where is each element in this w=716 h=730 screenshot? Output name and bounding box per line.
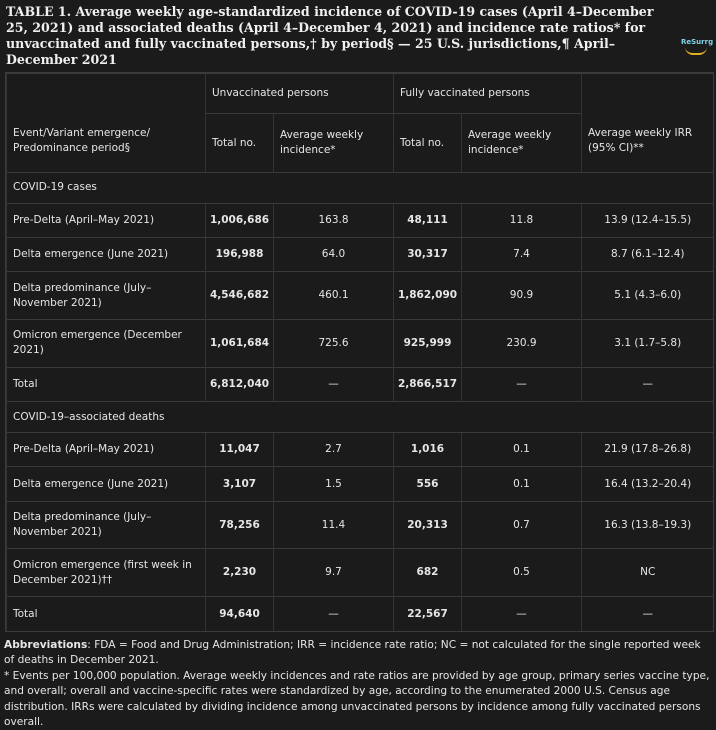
- header-incidence-vaccinated: Average weekly incidence*: [462, 114, 582, 172]
- logo-text: ReSurrg: [681, 38, 714, 46]
- unvaccinated-total-cell: 3,107: [206, 467, 274, 501]
- irr-cell: 5.1 (4.3–6.0): [582, 272, 714, 320]
- vaccinated-total-cell: 1,016: [394, 433, 462, 467]
- period-cell: Pre-Delta (April–May 2021): [7, 203, 206, 237]
- header-irr: Average weekly IRR (95% CI)**: [582, 74, 714, 173]
- vaccinated-total-cell: 20,313: [394, 501, 462, 549]
- unvaccinated-total-cell: 1,006,686: [206, 203, 274, 237]
- irr-cell: 21.9 (17.8–26.8): [582, 433, 714, 467]
- period-cell: Delta emergence (June 2021): [7, 467, 206, 501]
- irr-cell: 16.4 (13.2–20.4): [582, 467, 714, 501]
- abbreviations-label: Abbreviations: [4, 639, 88, 651]
- abbreviations-note: [4, 638, 712, 669]
- vaccinated-incidence-cell: 0.5: [462, 549, 582, 597]
- data-table-container: [5, 72, 714, 632]
- vaccinated-total-cell: 30,317: [394, 238, 462, 272]
- unvaccinated-incidence-cell: —: [274, 597, 394, 631]
- vaccinated-total-cell: 556: [394, 467, 462, 501]
- vaccinated-incidence-cell: 11.8: [462, 203, 582, 237]
- irr-cell: NC: [582, 549, 714, 597]
- incidence-note: * Events per 100,000 population. Average weekly incidences and rate ratios are provided by age group, primary series vaccine type, and overall; overall and vaccine-specific rates were standardized by age, according to the enumerated 2000 U.S. Census age distribution. IRRs were calculated by dividing incidence among unvaccinated persons by incidence among fully vaccinated persons overall.: [4, 669, 710, 729]
- table-title: TABLE 1. Average weekly age-standardized incidence of COVID-19 cases (April 4–December 25, 2021) and associated deaths (April 4–December 4, 2021) and incidence rate ratios* for unvaccinated and fully vaccinated persons,† by period§ — 25 U.S. jurisdictions,¶ April–December 2021: [6, 4, 654, 67]
- table-row: [7, 433, 714, 467]
- unvaccinated-incidence-cell: 9.7: [274, 549, 394, 597]
- table-row: [7, 597, 714, 631]
- vaccinated-incidence-cell: 7.4: [462, 238, 582, 272]
- period-cell: Omicron emergence (first week in December 2021)††: [7, 549, 206, 597]
- irr-cell: 16.3 (13.8–19.3): [582, 501, 714, 549]
- vaccinated-incidence-cell: —: [462, 597, 582, 631]
- irr-cell: 3.1 (1.7–5.8): [582, 320, 714, 368]
- period-cell: Total: [7, 367, 206, 401]
- table-row: [7, 467, 714, 501]
- logo-arc-icon: [685, 47, 707, 55]
- vaccinated-incidence-cell: —: [462, 367, 582, 401]
- vaccinated-incidence-cell: 0.7: [462, 501, 582, 549]
- unvaccinated-total-cell: 2,230: [206, 549, 274, 597]
- vaccinated-total-cell: 925,999: [394, 320, 462, 368]
- unvaccinated-total-cell: 1,061,684: [206, 320, 274, 368]
- table-footnotes: [4, 638, 712, 730]
- section-row: [7, 402, 714, 433]
- data-table: [6, 73, 714, 631]
- abbreviations-text: : FDA = Food and Drug Administration; IRR = incidence rate ratio; NC = not calculated for the single reported week of deaths in December 2021.: [4, 639, 701, 667]
- period-cell: Omicron emergence (December 2021): [7, 320, 206, 368]
- vaccinated-incidence-cell: 90.9: [462, 272, 582, 320]
- unvaccinated-total-cell: 78,256: [206, 501, 274, 549]
- table-row: [7, 549, 714, 597]
- irr-cell: 13.9 (12.4–15.5): [582, 203, 714, 237]
- vaccinated-total-cell: 22,567: [394, 597, 462, 631]
- period-cell: Total: [7, 597, 206, 631]
- unvaccinated-incidence-cell: 1.5: [274, 467, 394, 501]
- unvaccinated-total-cell: 6,812,040: [206, 367, 274, 401]
- table-row: [7, 203, 714, 237]
- unvaccinated-total-cell: 94,640: [206, 597, 274, 631]
- vaccinated-incidence-cell: 230.9: [462, 320, 582, 368]
- unvaccinated-incidence-cell: 11.4: [274, 501, 394, 549]
- unvaccinated-incidence-cell: —: [274, 367, 394, 401]
- period-cell: Delta predominance (July–November 2021): [7, 501, 206, 549]
- table-row: [7, 238, 714, 272]
- vaccinated-incidence-cell: 0.1: [462, 433, 582, 467]
- unvaccinated-incidence-cell: 725.6: [274, 320, 394, 368]
- unvaccinated-incidence-cell: 163.8: [274, 203, 394, 237]
- table-row: [7, 501, 714, 549]
- irr-cell: —: [582, 367, 714, 401]
- header-vaccinated: Fully vaccinated persons: [394, 74, 582, 114]
- unvaccinated-total-cell: 196,988: [206, 238, 274, 272]
- header-incidence-unvaccinated: Average weekly incidence*: [274, 114, 394, 172]
- table-row: [7, 320, 714, 368]
- unvaccinated-total-cell: 4,546,682: [206, 272, 274, 320]
- unvaccinated-incidence-cell: 460.1: [274, 272, 394, 320]
- header-total-no-unvaccinated: Total no.: [206, 114, 274, 172]
- header-total-no-vaccinated: Total no.: [394, 114, 462, 172]
- irr-cell: 8.7 (6.1–12.4): [582, 238, 714, 272]
- irr-cell: —: [582, 597, 714, 631]
- vaccinated-total-cell: 1,862,090: [394, 272, 462, 320]
- vaccinated-total-cell: 48,111: [394, 203, 462, 237]
- unvaccinated-total-cell: 11,047: [206, 433, 274, 467]
- table-row: [7, 272, 714, 320]
- vaccinated-total-cell: 682: [394, 549, 462, 597]
- period-cell: Delta emergence (June 2021): [7, 238, 206, 272]
- unvaccinated-incidence-cell: 2.7: [274, 433, 394, 467]
- vaccinated-total-cell: 2,866,517: [394, 367, 462, 401]
- section-label: COVID-19–associated deaths: [7, 402, 714, 433]
- table-row: [7, 367, 714, 401]
- vaccinated-incidence-cell: 0.1: [462, 467, 582, 501]
- period-cell: Pre-Delta (April–May 2021): [7, 433, 206, 467]
- header-event: Event/Variant emergence/ Predominance period§: [7, 74, 206, 173]
- period-cell: Delta predominance (July–November 2021): [7, 272, 206, 320]
- unvaccinated-incidence-cell: 64.0: [274, 238, 394, 272]
- section-row: [7, 172, 714, 203]
- section-label: COVID-19 cases: [7, 172, 714, 203]
- header-unvaccinated: Unvaccinated persons: [206, 74, 394, 114]
- resurrg-logo: [681, 38, 713, 56]
